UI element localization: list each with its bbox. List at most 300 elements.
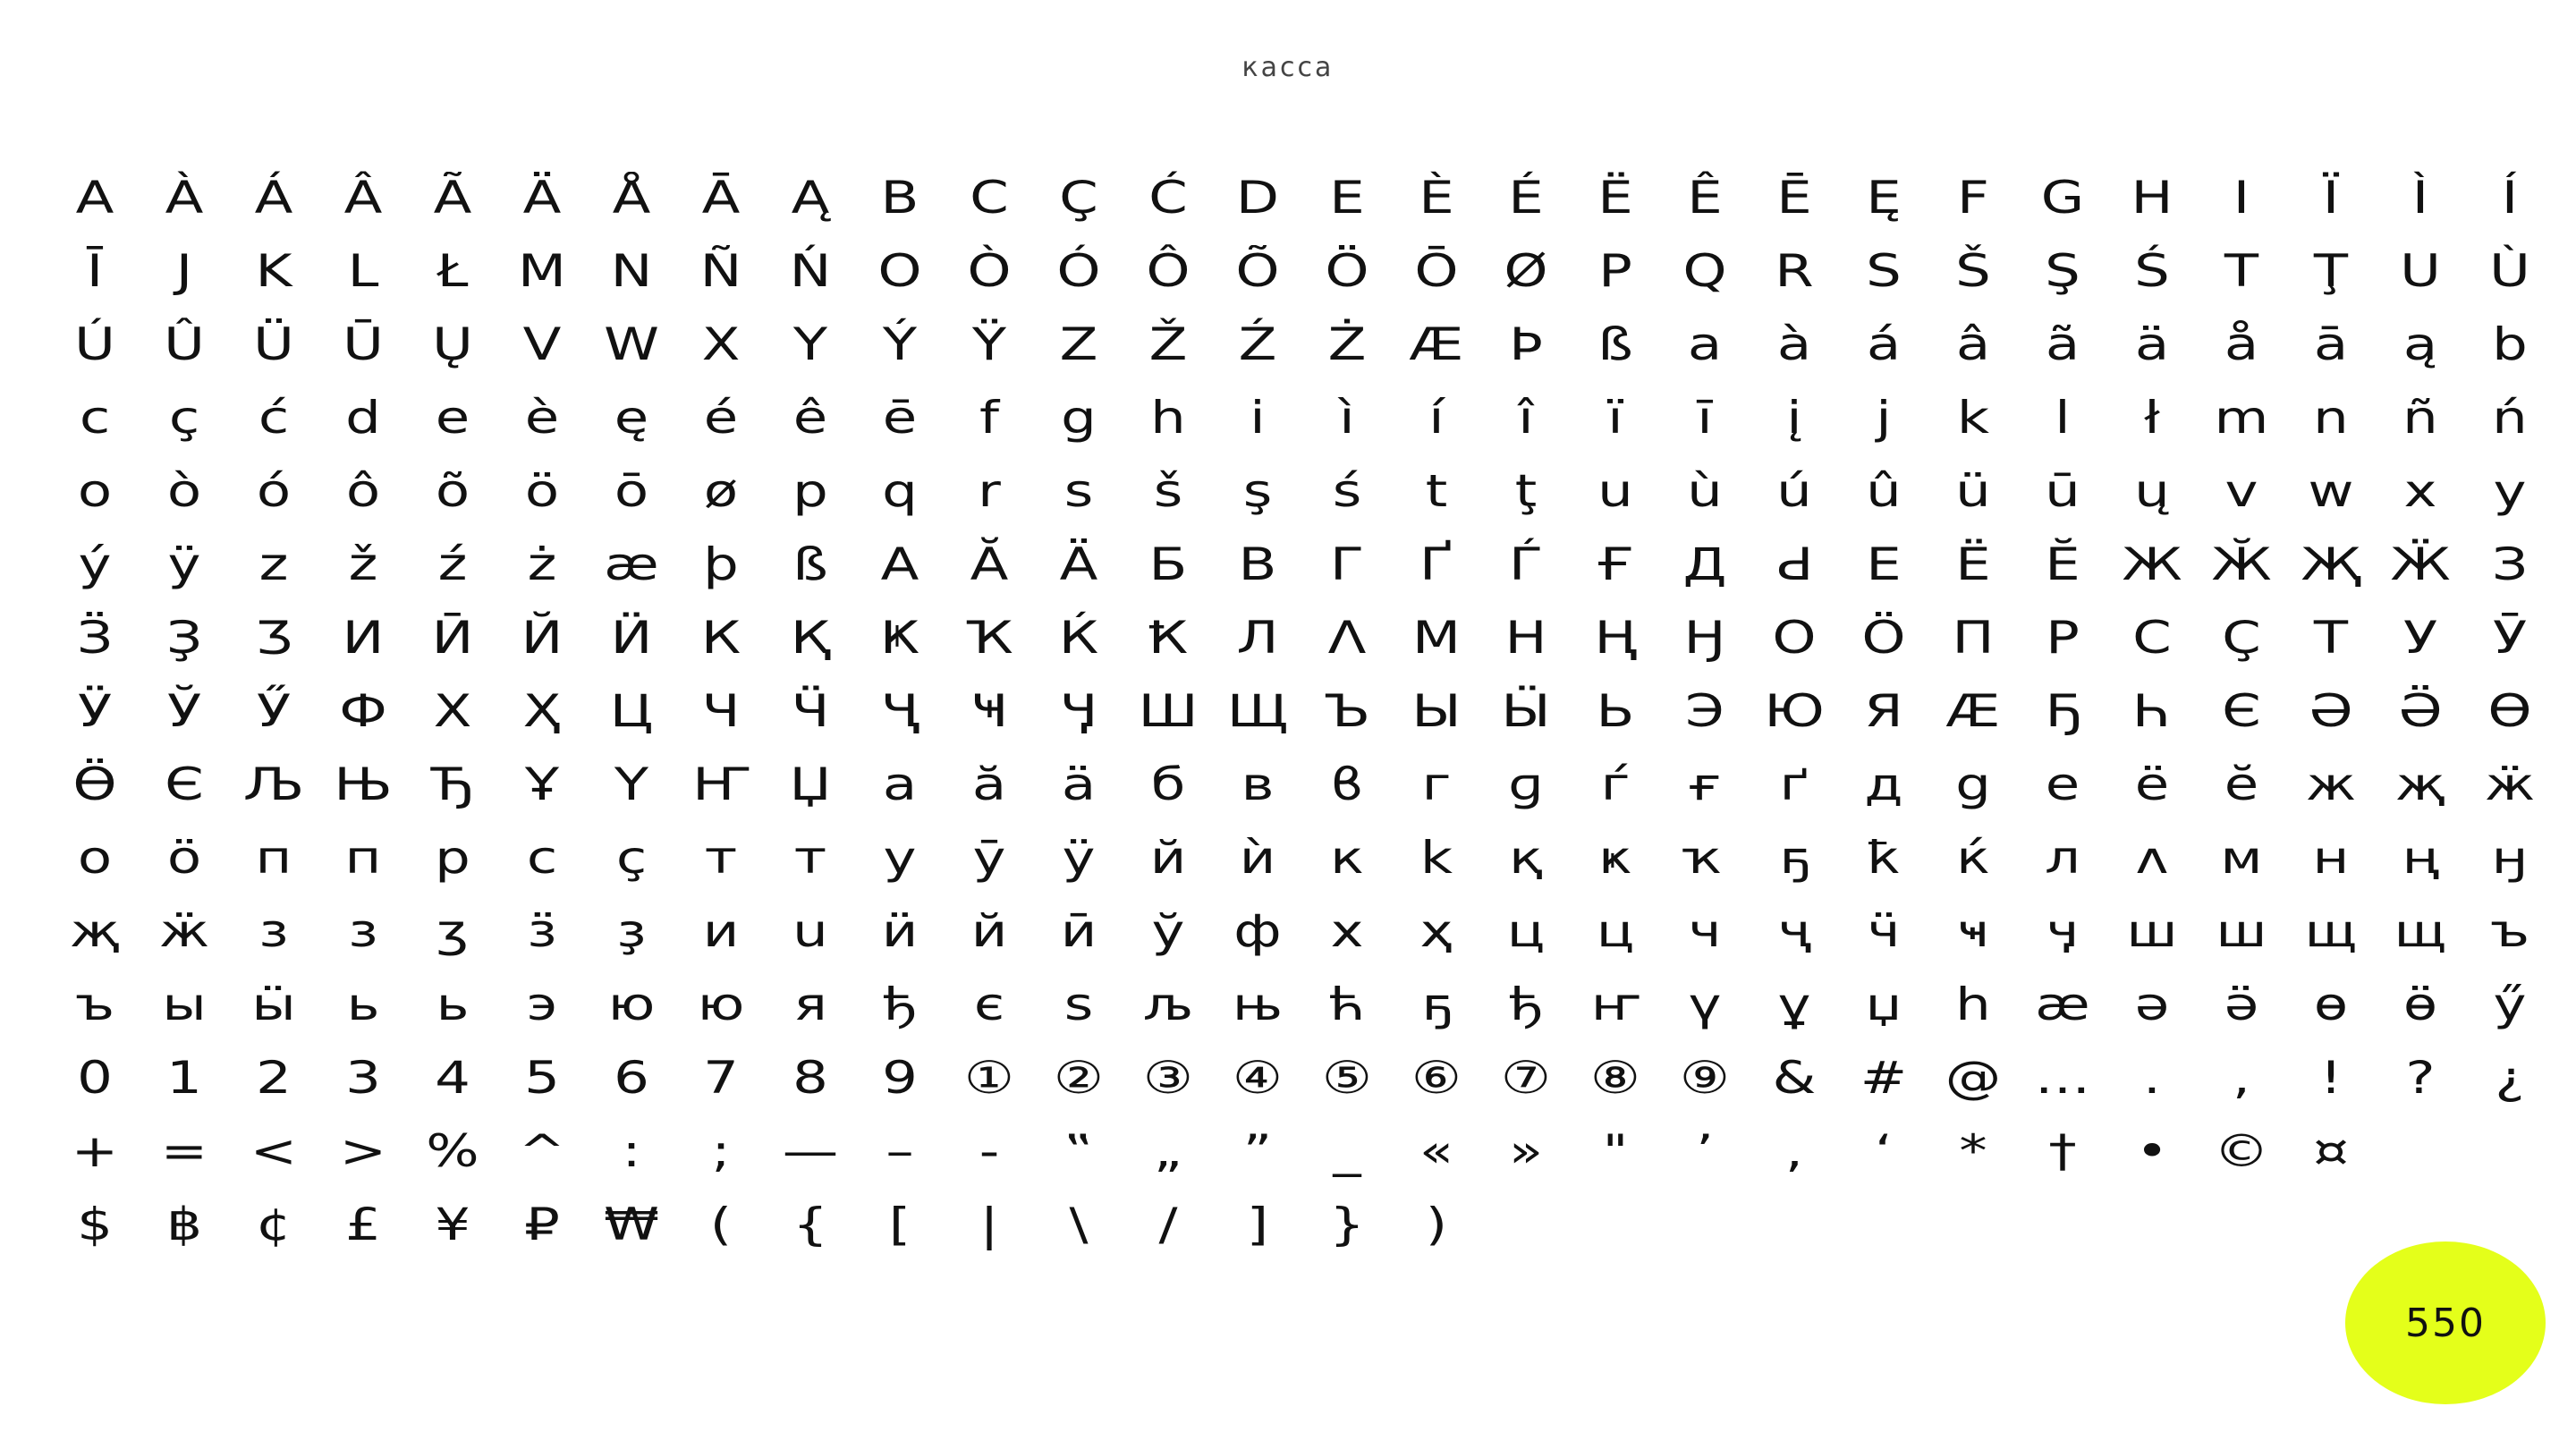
glyph-cell: Ӡ: [255, 612, 292, 664]
glyph-cell: с: [526, 832, 558, 884]
glyph-cell: ӵ: [1867, 905, 1901, 957]
glyph-cell: Í: [2501, 172, 2519, 224]
glyph-cell: Ђ: [430, 758, 475, 810]
glyph-cell: ⑨: [1679, 1052, 1731, 1104]
glyph-cell: ų: [2134, 465, 2170, 517]
glyph-cell: м: [2220, 832, 2263, 884]
glyph-cell: ә: [2134, 979, 2170, 1030]
glyph-cell: f: [979, 392, 999, 444]
glyph-cell: Â: [343, 172, 383, 224]
glyph-cell: Ӧ: [1861, 612, 1906, 664]
glyph-cell: Ә: [2309, 685, 2353, 737]
glyph-cell: ђ: [1508, 979, 1544, 1030]
glyph-cell: Л: [1236, 612, 1279, 664]
glyph-cell: P: [1598, 245, 1632, 297]
glyph-cell: Ҡ: [965, 612, 1013, 664]
glyph-cell: W: [604, 318, 659, 370]
glyph-cell: Ҫ: [2222, 612, 2261, 664]
glyph-cell: æ: [604, 538, 659, 590]
glyph-cell: k: [1419, 832, 1453, 884]
glyph-cell: ū: [2045, 465, 2080, 517]
glyph-cell: Ҙ: [165, 612, 203, 664]
glyph-cell: Ұ: [524, 758, 560, 810]
glyph-cell: ӛ: [2224, 979, 2259, 1030]
glyph-cell: u: [1597, 465, 1633, 517]
glyph-cell: ӱ: [1062, 832, 1096, 884]
glyph-cell: ѕ: [1063, 979, 1094, 1030]
glyph-cell: 1: [166, 1052, 202, 1104]
glyph-cell: ö: [524, 465, 560, 517]
glyph-cell: о: [77, 832, 113, 884]
glyph-cell: 6: [614, 1052, 649, 1104]
glyph-cell: ÿ: [167, 538, 201, 590]
glyph-cell: й: [970, 905, 1008, 957]
glyph-cell: ä: [2134, 318, 2170, 370]
glyph-cell: А: [880, 538, 919, 590]
glyph-cell: ń: [2492, 392, 2528, 444]
glyph-cell: «: [1419, 1125, 1454, 1177]
glyph-cell: Ӌ: [1059, 685, 1098, 737]
glyph-cell: ”: [1242, 1125, 1273, 1177]
glyph-cell: Ū: [343, 318, 384, 370]
glyph-row: [50, 748, 2555, 821]
glyph-cell: Ҥ: [692, 758, 750, 810]
glyph-cell: ă: [971, 758, 1007, 810]
glyph-cell: Ō: [1414, 245, 1459, 297]
glyph-cell: ф: [1233, 905, 1282, 957]
glyph-cell: Ý: [882, 318, 918, 370]
glyph-cell: r: [978, 465, 1001, 517]
glyph-cell: À: [165, 172, 204, 224]
glyph-cell: ҹ: [1956, 905, 1990, 957]
glyph-row: [50, 454, 2555, 528]
glyph-cell: Ґ: [1419, 538, 1454, 590]
glyph-cell: ‟: [1063, 1125, 1094, 1177]
glyph-cell: ш: [2126, 905, 2178, 957]
glyph-cell: ï: [1607, 392, 1623, 444]
glyph-cell: ӌ: [2046, 905, 2080, 957]
glyph-cell: Ӯ: [2492, 612, 2528, 664]
glyph-cell: O: [877, 245, 922, 297]
glyph-cell: G: [2040, 172, 2085, 224]
glyph-cell: ¿: [2495, 1052, 2525, 1104]
glyph-cell: l: [2055, 392, 2071, 444]
glyph-row: [50, 1188, 2555, 1261]
glyph-cell: ӥ: [881, 905, 919, 957]
glyph-cell: ú: [1776, 465, 1812, 517]
glyph-cell: H: [2131, 172, 2174, 224]
glyph-row: [50, 234, 2555, 308]
glyph-cell: Q: [1682, 245, 1727, 297]
glyph-cell: Ҟ: [1148, 612, 1189, 664]
glyph-cell: җ: [2394, 758, 2446, 810]
glyph-cell: Ӫ: [72, 758, 117, 810]
glyph-cell: Ү: [614, 758, 649, 810]
glyph-cell: Ԁ: [1775, 538, 1814, 590]
glyph-cell: ć: [258, 392, 290, 444]
glyph-cell: y: [2493, 465, 2527, 517]
glyph-cell: õ: [435, 465, 470, 517]
glyph-cell: ж: [2305, 758, 2357, 810]
glyph-cell: }: [1329, 1199, 1365, 1250]
glyph-cell: ò: [166, 465, 202, 517]
glyph-cell: Ҷ: [880, 685, 919, 737]
glyph-cell: ş: [1242, 465, 1273, 517]
glyph-cell: Ţ: [2313, 245, 2349, 297]
glyph-cell: ш: [2216, 905, 2267, 957]
glyph-cell: Ж: [2122, 538, 2182, 590]
glyph-cell: ;: [711, 1125, 731, 1177]
glyph-cell: Ҝ: [879, 612, 920, 664]
glyph-cell: ô: [345, 465, 381, 517]
glyph-cell: ,: [1785, 1125, 1803, 1177]
glyph-cell: Ø: [1504, 245, 1548, 297]
glyph-cell: p: [792, 465, 828, 517]
glyph-cell: {: [792, 1199, 828, 1250]
glyph-cell: Ü: [253, 318, 294, 370]
glyph-cell: =: [160, 1125, 208, 1177]
glyph-cell: &: [1772, 1052, 1817, 1104]
glyph-cell: б: [1150, 758, 1186, 810]
glyph-cell: :: [622, 1125, 641, 1177]
glyph-cell: Ӵ: [791, 685, 830, 737]
glyph-cell: ): [1425, 1199, 1448, 1250]
glyph-cell: Ӱ: [77, 685, 113, 737]
glyph-cell: Æ: [1409, 318, 1464, 370]
glyph-cell: Ş: [2045, 245, 2080, 297]
glyph-cell: Ӕ: [1945, 685, 2001, 737]
glyph-cell: н: [2312, 832, 2350, 884]
glyph-cell: З: [2491, 538, 2529, 590]
glyph-cell: Ä: [1059, 538, 1098, 590]
glyph-cell: р: [435, 832, 470, 884]
glyph-cell: Б: [1148, 538, 1188, 590]
glyph-cell: Җ: [2301, 538, 2361, 590]
glyph-cell: ђ: [882, 979, 918, 1030]
glyph-cell: »: [1508, 1125, 1544, 1177]
glyph-cell: К: [700, 612, 741, 664]
glyph-cell: 9: [882, 1052, 918, 1104]
glyph-grid: [50, 161, 2555, 1261]
glyph-cell: в: [1241, 758, 1275, 810]
glyph-cell: з: [348, 905, 378, 957]
glyph-cell: î: [1518, 392, 1534, 444]
glyph-cell: ъ: [2489, 905, 2530, 957]
glyph-cell: …: [2034, 1052, 2091, 1104]
glyph-cell: ź: [437, 538, 468, 590]
glyph-cell: ϐ: [1329, 758, 1365, 810]
glyph-cell: ӈ: [2491, 832, 2529, 884]
glyph-cell: Ч: [701, 685, 741, 737]
glyph-cell: ü: [1955, 465, 1991, 517]
glyph-cell: Г: [1329, 538, 1365, 590]
glyph-cell: қ: [1509, 832, 1543, 884]
glyph-cell: „: [1153, 1125, 1183, 1177]
glyph-cell: ӝ: [158, 905, 210, 957]
glyph-cell: Р: [2046, 612, 2080, 664]
glyph-cell: Ʌ: [1327, 612, 1367, 664]
glyph-cell: ʒ: [436, 905, 470, 957]
glyph-cell: п: [344, 832, 382, 884]
glyph-cell: *: [1959, 1125, 1987, 1177]
glyph-cell: Ā: [701, 172, 741, 224]
glyph-cell: !: [2319, 1052, 2343, 1104]
glyph-cell: ₩: [604, 1199, 659, 1250]
glyph-cell: Э: [1685, 685, 1724, 737]
glyph-cell: ӳ: [2493, 979, 2527, 1030]
glyph-cell: Д: [1682, 538, 1727, 590]
glyph-cell: u: [792, 905, 828, 957]
glyph-cell: ӣ: [1060, 905, 1097, 957]
glyph-cell: å: [2224, 318, 2259, 370]
glyph-cell: ю: [607, 979, 656, 1030]
glyph-cell: ъ: [74, 979, 115, 1030]
glyph-cell: т: [793, 832, 827, 884]
glyph-cell: ?: [2405, 1052, 2436, 1104]
glyph-cell: ž: [348, 538, 378, 590]
glyph-cell: ä: [1061, 758, 1097, 810]
glyph-cell: A: [75, 172, 114, 224]
glyph-row: [50, 674, 2555, 748]
glyph-cell: ②: [1053, 1052, 1105, 1104]
glyph-cell: ы: [162, 979, 207, 1030]
glyph-cell: ĕ: [2224, 758, 2259, 810]
glyph-cell: ż: [527, 538, 557, 590]
glyph-cell: -: [979, 1125, 1000, 1177]
glyph-cell: e: [435, 392, 470, 444]
glyph-cell: Ғ: [1596, 538, 1635, 590]
glyph-cell: Ӛ: [2398, 685, 2443, 737]
glyph-cell: Ĕ: [2045, 538, 2080, 590]
glyph-cell: ӕ: [2035, 979, 2090, 1030]
glyph-cell: c: [79, 392, 111, 444]
glyph-cell: E: [1329, 172, 1365, 224]
glyph-cell: В: [1238, 538, 1277, 590]
glyph-cell: Щ: [1226, 685, 1289, 737]
weight-number: 550: [2405, 1300, 2486, 1346]
glyph-cell: ґ: [1779, 758, 1809, 810]
glyph-row: [50, 968, 2555, 1041]
glyph-cell: х: [1330, 905, 1364, 957]
glyph-cell: ⑤: [1321, 1052, 1373, 1104]
glyph-cell: Ӣ: [431, 612, 474, 664]
glyph-cell: ь: [346, 979, 380, 1030]
glyph-cell: ⑧: [1589, 1052, 1641, 1104]
glyph-cell: Ю: [1764, 685, 1825, 737]
glyph-row: [50, 601, 2555, 674]
glyph-cell: ī: [1697, 392, 1713, 444]
glyph-cell: У: [2402, 612, 2438, 664]
glyph-cell: ł: [2144, 392, 2160, 444]
glyph-cell: þ: [703, 538, 739, 590]
glyph-cell: Ӥ: [610, 612, 653, 664]
glyph-cell: я: [793, 979, 827, 1030]
glyph-cell: Ï: [2322, 172, 2340, 224]
glyph-cell: 3: [345, 1052, 381, 1104]
glyph-cell: N: [610, 245, 653, 297]
glyph-cell: x: [2403, 465, 2437, 517]
glyph-cell: Џ: [789, 758, 832, 810]
page-title: касса: [1241, 52, 1335, 83]
glyph-cell: Ä: [522, 172, 562, 224]
glyph-cell: L: [347, 245, 379, 297]
glyph-cell: җ: [69, 905, 121, 957]
glyph-cell: +: [71, 1125, 119, 1177]
glyph-cell: z: [258, 538, 289, 590]
glyph-row: [50, 161, 2555, 234]
glyph-cell: Ž: [1148, 318, 1188, 370]
glyph-cell: Ҳ: [522, 685, 562, 737]
glyph-cell: ӧ: [166, 832, 202, 884]
glyph-cell: Й: [521, 612, 564, 664]
glyph-cell: M: [518, 245, 566, 297]
glyph-cell: ҝ: [1598, 832, 1632, 884]
glyph-cell: •: [2135, 1125, 2169, 1177]
glyph-cell: Ё: [1955, 538, 1991, 590]
glyph-cell: į: [1786, 392, 1802, 444]
glyph-cell: b: [2492, 318, 2528, 370]
glyph-cell: t: [1425, 465, 1448, 517]
glyph-cell: ó: [256, 465, 292, 517]
glyph-cell: ñ: [2402, 392, 2438, 444]
glyph-cell: ‘: [1875, 1125, 1893, 1177]
glyph-cell: ӟ: [527, 905, 557, 957]
glyph-cell: ց: [1955, 758, 1991, 810]
glyph-cell: à: [1776, 318, 1812, 370]
glyph-cell: Ö: [1325, 245, 1369, 297]
glyph-cell: v: [2224, 465, 2258, 517]
glyph-cell: њ: [1232, 979, 1284, 1030]
glyph-cell: m: [2214, 392, 2269, 444]
glyph-cell: Һ: [2132, 685, 2172, 737]
glyph-cell: /: [1158, 1199, 1178, 1250]
glyph-cell: ]: [1246, 1199, 1269, 1250]
glyph-cell: Z: [1059, 318, 1098, 370]
glyph-cell: Ú: [74, 318, 115, 370]
glyph-cell: k: [1956, 392, 1990, 444]
glyph-cell: Ӈ: [1683, 612, 1726, 664]
glyph-cell: ø: [703, 465, 739, 517]
glyph-cell: Ÿ: [971, 318, 1007, 370]
glyph-cell: ì: [1339, 392, 1355, 444]
glyph-cell: ұ: [1777, 979, 1811, 1030]
glyph-cell: а: [882, 758, 918, 810]
glyph-cell: d: [345, 392, 381, 444]
glyph-cell: ⑥: [1411, 1052, 1462, 1104]
glyph-cell: Ę: [1866, 172, 1902, 224]
glyph-cell: Т: [2313, 612, 2349, 664]
glyph-cell: п: [255, 832, 292, 884]
glyph-cell: к: [1330, 832, 1364, 884]
glyph-cell: Ќ: [1058, 612, 1099, 664]
glyph-cell: $: [77, 1199, 113, 1250]
glyph-cell: í: [1428, 392, 1445, 444]
glyph-cell: Х: [433, 685, 472, 737]
glyph-cell: ō: [614, 465, 649, 517]
glyph-cell: Ө: [2487, 685, 2532, 737]
glyph-cell: i: [1250, 392, 1266, 444]
glyph-cell: (: [709, 1199, 733, 1250]
glyph-cell: ß: [1597, 318, 1633, 370]
glyph-cell: 0: [77, 1052, 113, 1104]
glyph-cell: џ: [1865, 979, 1902, 1030]
glyph-cell: X: [701, 318, 741, 370]
glyph-cell: г: [1421, 758, 1452, 810]
glyph-cell: Ñ: [699, 245, 742, 297]
glyph-cell: ¥: [435, 1199, 470, 1250]
glyph-cell: g: [1061, 392, 1097, 444]
glyph-cell: ③: [1142, 1052, 1194, 1104]
glyph-cell: Ç: [1059, 172, 1098, 224]
glyph-cell: |: [979, 1199, 999, 1250]
glyph-cell: Y: [792, 318, 828, 370]
glyph-cell: Ī: [86, 245, 104, 297]
glyph-cell: ҙ: [616, 905, 647, 957]
glyph-cell: Á: [254, 172, 293, 224]
glyph-cell: 8: [792, 1052, 828, 1104]
glyph-cell: ¢: [256, 1199, 292, 1250]
glyph-cell: ã: [2045, 318, 2080, 370]
glyph-cell: Ż: [1327, 318, 1367, 370]
glyph-cell: ў: [1151, 905, 1185, 957]
glyph-cell: Ҕ: [2045, 685, 2080, 737]
glyph-cell: ҫ: [615, 832, 648, 884]
glyph-cell: Ś: [2134, 245, 2170, 297]
glyph-cell: ғ: [1688, 758, 1722, 810]
glyph-cell: Å: [612, 172, 651, 224]
glyph-cell: С: [2132, 612, 2172, 664]
glyph-row: [50, 381, 2555, 454]
glyph-cell: Ó: [1056, 245, 1101, 297]
glyph-cell: Ь: [1596, 685, 1635, 737]
glyph-cell: ù: [1687, 465, 1723, 517]
glyph-cell: Н: [1504, 612, 1547, 664]
glyph-cell: Ӹ: [1501, 685, 1551, 737]
glyph-cell: э: [526, 979, 558, 1030]
glyph-cell: ţ: [1514, 465, 1538, 517]
glyph-cell: Ӳ: [256, 685, 292, 737]
glyph-cell: o: [77, 465, 113, 517]
glyph-cell: ч: [1688, 905, 1722, 957]
glyph-cell: Я: [1864, 685, 1903, 737]
glyph-cell: з: [258, 905, 289, 957]
glyph-cell: Ë: [1597, 172, 1633, 224]
glyph-cell: [: [888, 1199, 911, 1250]
glyph-cell: q: [882, 465, 918, 517]
glyph-cell: ①: [963, 1052, 1015, 1104]
glyph-cell: û: [1866, 465, 1902, 517]
glyph-cell: ң: [2402, 832, 2439, 884]
glyph-cell: ⑦: [1500, 1052, 1552, 1104]
glyph-cell: Ӝ: [2390, 538, 2451, 590]
glyph-cell: Ӂ: [2211, 538, 2272, 590]
glyph-cell: ӝ: [2484, 758, 2536, 810]
glyph-cell: 5: [524, 1052, 560, 1104]
glyph-cell: U: [2400, 245, 2441, 297]
glyph-cell: B: [880, 172, 919, 224]
glyph-cell: ѓ: [1600, 758, 1631, 810]
glyph-cell: ç: [168, 392, 200, 444]
glyph-cell: ý: [78, 538, 112, 590]
glyph-cell: е: [2045, 758, 2080, 810]
glyph-cell: è: [524, 392, 560, 444]
glyph-cell: Ў: [166, 685, 202, 737]
glyph-cell: Ѓ: [1508, 538, 1544, 590]
glyph-cell: Ы: [1411, 685, 1462, 737]
glyph-cell: Ц: [609, 685, 654, 737]
glyph-row: [50, 1041, 2555, 1114]
glyph-cell: _: [1333, 1125, 1361, 1177]
